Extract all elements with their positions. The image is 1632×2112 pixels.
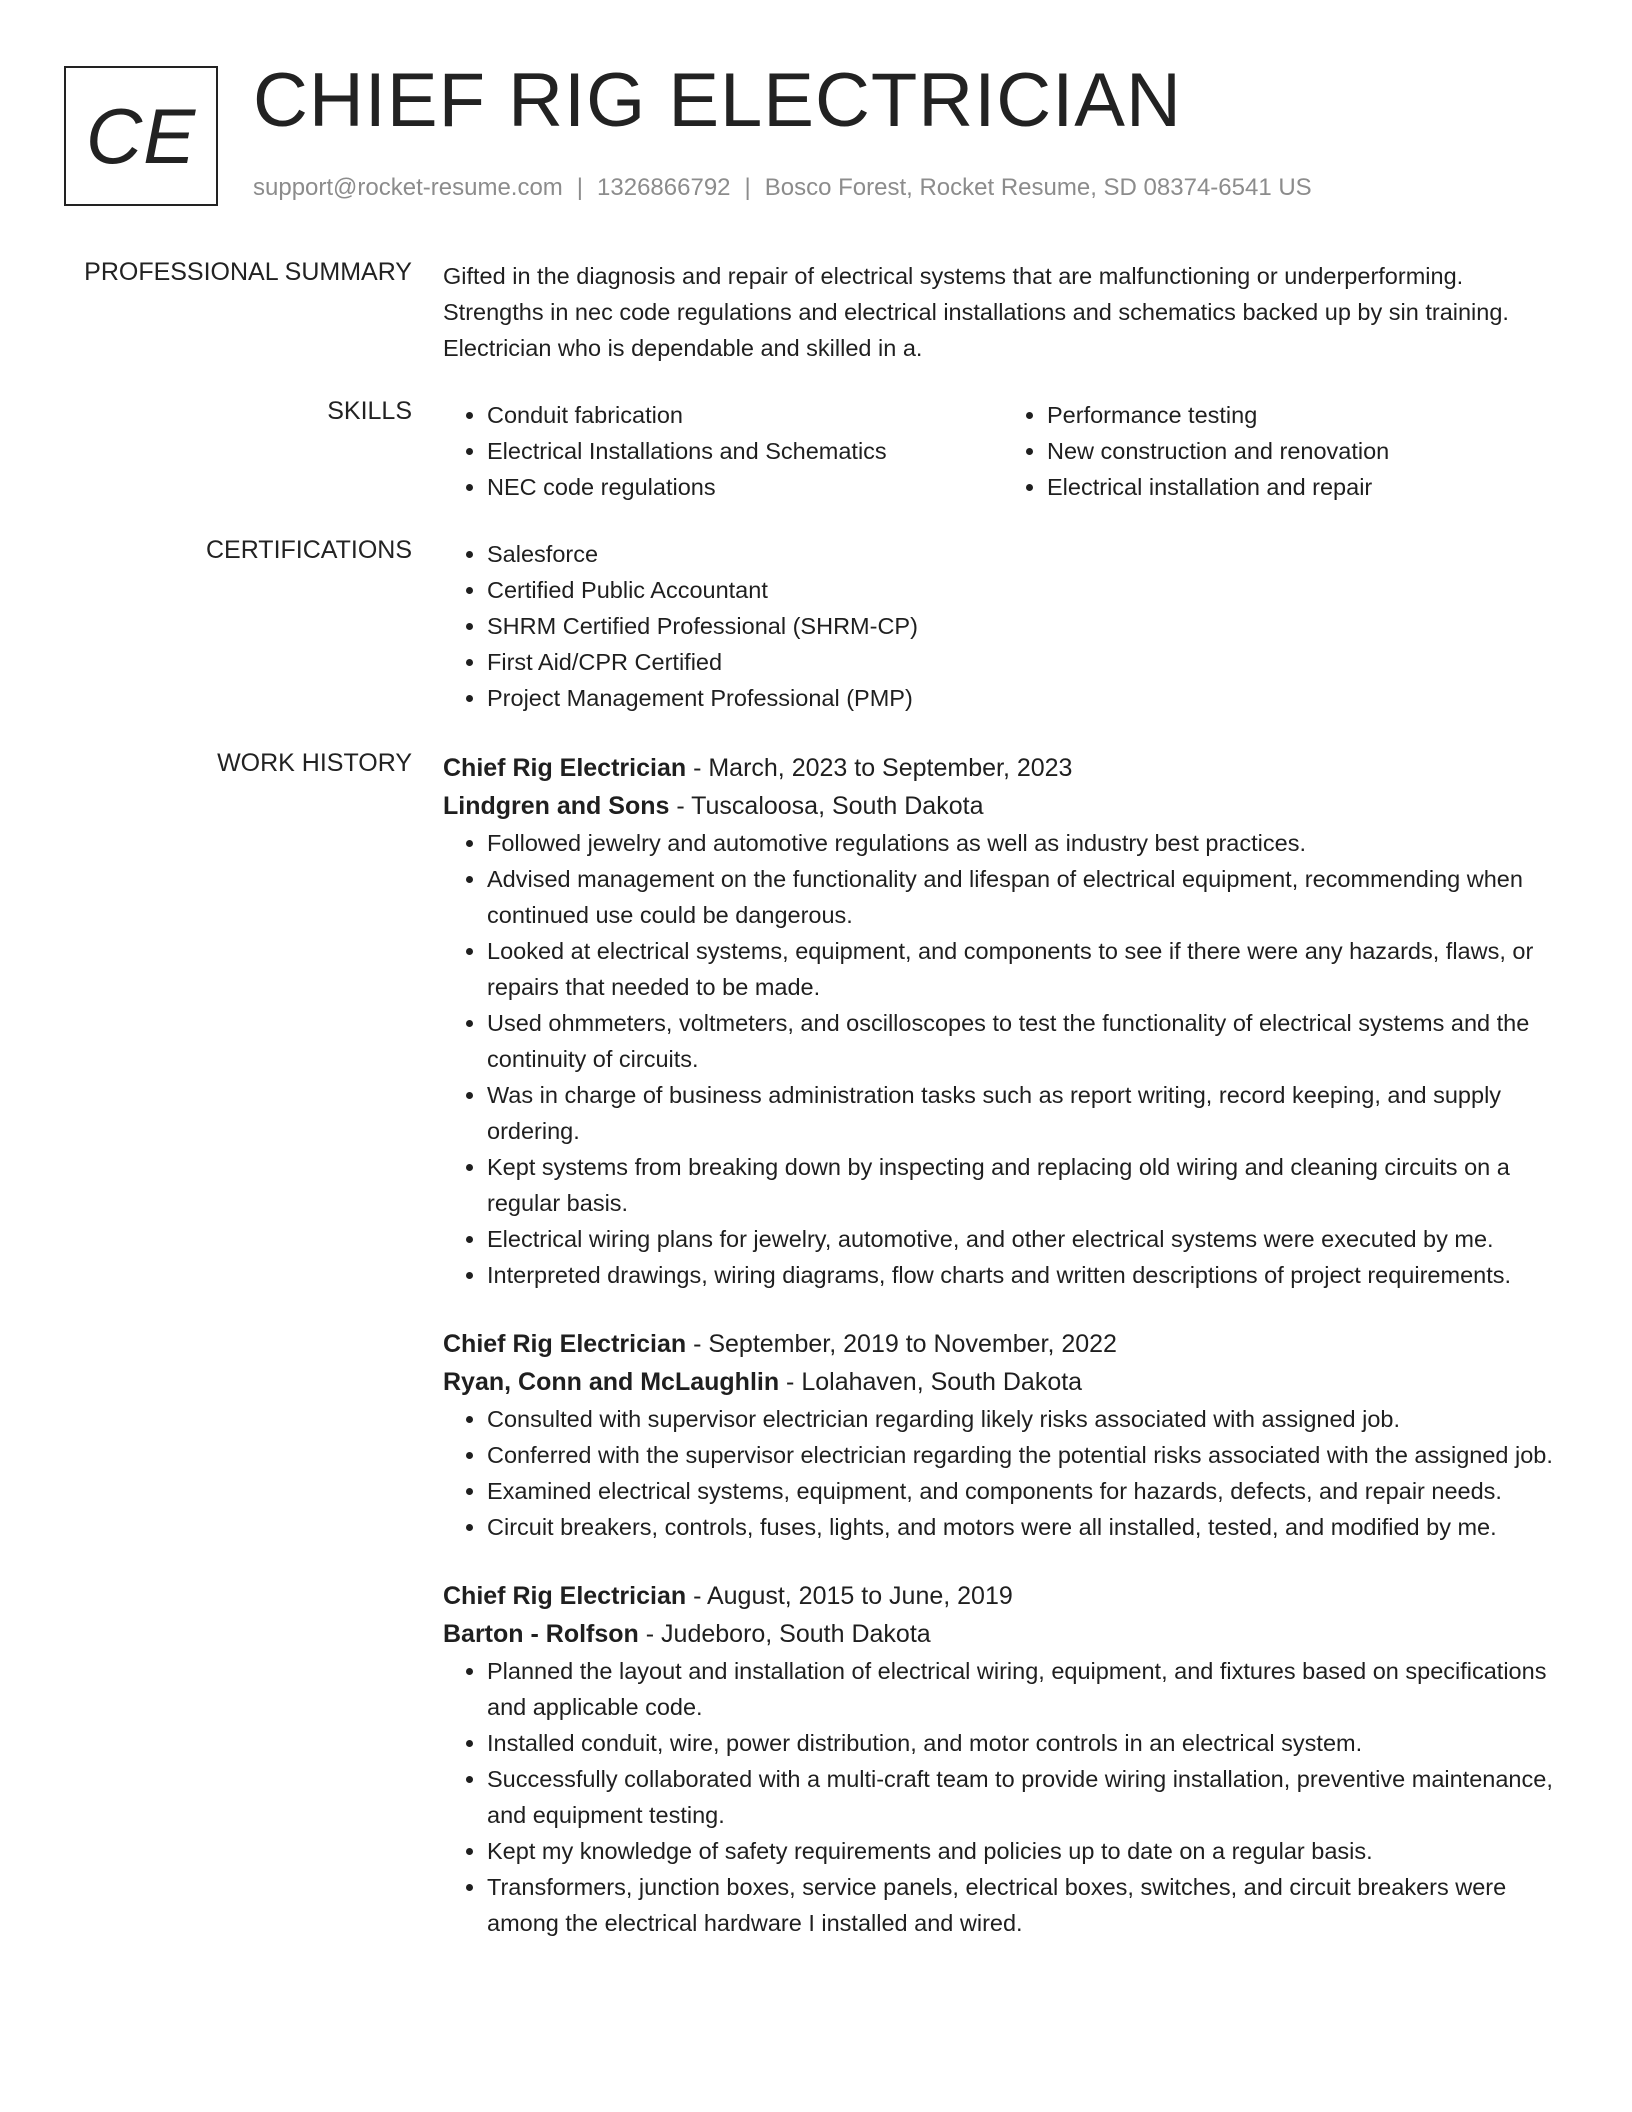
contact-separator: | bbox=[744, 174, 751, 201]
section-heading: CERTIFICATIONS bbox=[205, 536, 412, 564]
duty-item: • Installed conduit, wire, power distribution, and motor controls in an electrical system. bbox=[487, 1725, 1563, 1761]
job-duties bbox=[443, 1401, 1563, 1545]
job-entry bbox=[443, 749, 1563, 1293]
section-heading: PROFESSIONAL SUMMARY bbox=[84, 258, 412, 286]
job-title: Chief Rig Electrician bbox=[443, 1582, 687, 1610]
duty-item: • Followed jewelry and automotive regulations as well as industry best practices. bbox=[487, 825, 1563, 861]
skills-list-left bbox=[443, 397, 1003, 505]
skill-item: • New construction and renovation bbox=[1047, 433, 1563, 469]
contact-address: Bosco Forest, Rocket Resume, SD 08374-6541 US bbox=[764, 174, 1312, 201]
job-title: Chief Rig Electrician bbox=[443, 1330, 687, 1358]
job-entry bbox=[443, 1325, 1563, 1545]
duty-item: • Was in charge of business administration tasks such as report writing, record keeping, and supply ordering. bbox=[487, 1077, 1563, 1149]
duty-item: • Conferred with the supervisor electrician regarding the potential risks associated with the assigned job. bbox=[487, 1437, 1563, 1473]
skill-item: • NEC code regulations bbox=[487, 469, 1003, 505]
job-location: - Lolahaven, South Dakota bbox=[779, 1368, 1083, 1396]
duty-item: • Interpreted drawings, wiring diagrams, flow charts and written descriptions of project requirements. bbox=[487, 1257, 1563, 1293]
skills-list-right bbox=[1003, 397, 1563, 505]
skill-item: • Electrical installation and repair bbox=[1047, 469, 1563, 505]
job-entry bbox=[443, 1577, 1563, 1941]
job-dates: - August, 2015 to June, 2019 bbox=[686, 1582, 1013, 1610]
summary-text: Gifted in the diagnosis and repair of electrical systems that are malfunctioning or underperforming. Strengths in nec code regulations and electrical installations and schematics backed up by sin training. Electrician who is dependable and skilled in a. bbox=[443, 263, 1509, 361]
duty-item: • Used ohmmeters, voltmeters, and oscilloscopes to test the functionality of electrical systems and the continuity of circuits. bbox=[487, 1005, 1563, 1077]
job-company: Lindgren and Sons bbox=[443, 792, 670, 820]
contact-separator: | bbox=[576, 174, 584, 201]
contact-phone: 1326866792 bbox=[597, 174, 731, 201]
certifications-list bbox=[443, 536, 1563, 716]
job-duties bbox=[443, 825, 1563, 1293]
certification-item: • First Aid/CPR Certified bbox=[487, 644, 1563, 680]
duty-item: • Examined electrical systems, equipment, and components for hazards, defects, and repair needs. bbox=[487, 1473, 1563, 1509]
skill-item: • Performance testing bbox=[1047, 397, 1563, 433]
skill-item: • Electrical Installations and Schematics bbox=[487, 433, 1003, 469]
contact-line bbox=[253, 174, 1312, 202]
resume-name: CHIEF RIG ELECTRICIAN bbox=[253, 58, 1182, 143]
duty-item: • Advised management on the functionality and lifespan of electrical equipment, recommending when continued use could be dangerous. bbox=[487, 861, 1563, 933]
job-duties bbox=[443, 1653, 1563, 1941]
contact-email: support@rocket-resume.com bbox=[253, 174, 563, 201]
monogram-badge bbox=[64, 66, 218, 206]
certification-item: • Certified Public Accountant bbox=[487, 572, 1563, 608]
monogram-initials: CE bbox=[85, 91, 197, 180]
job-location: - Tuscaloosa, South Dakota bbox=[669, 792, 984, 820]
job-location: - Judeboro, South Dakota bbox=[638, 1620, 931, 1648]
job-title: Chief Rig Electrician bbox=[443, 754, 687, 782]
certification-item: • SHRM Certified Professional (SHRM-CP) bbox=[487, 608, 1563, 644]
duty-item: • Kept systems from breaking down by inspecting and replacing old wiring and cleaning circuits on a regular basis. bbox=[487, 1149, 1563, 1221]
job-company: Barton - Rolfson bbox=[443, 1620, 639, 1648]
certification-item: • Project Management Professional (PMP) bbox=[487, 680, 1563, 716]
duty-item: • Planned the layout and installation of electrical wiring, equipment, and fixtures based on specifications and applicable code. bbox=[487, 1653, 1563, 1725]
duty-item: • Consulted with supervisor electrician regarding likely risks associated with assigned job. bbox=[487, 1401, 1563, 1437]
duty-item: • Successfully collaborated with a multi-craft team to provide wiring installation, preventive maintenance, and equipment testing. bbox=[487, 1761, 1563, 1833]
skill-item: • Conduit fabrication bbox=[487, 397, 1003, 433]
duty-item: • Electrical wiring plans for jewelry, automotive, and other electrical systems were executed by me. bbox=[487, 1221, 1563, 1257]
job-dates: - March, 2023 to September, 2023 bbox=[686, 754, 1073, 782]
duty-item: • Looked at electrical systems, equipment, and components to see if there were any hazards, flaws, or repairs that needed to be made. bbox=[487, 933, 1563, 1005]
job-dates: - September, 2019 to November, 2022 bbox=[686, 1330, 1117, 1358]
section-heading: SKILLS bbox=[327, 397, 412, 425]
certification-item: • Salesforce bbox=[487, 536, 1563, 572]
duty-item: • Transformers, junction boxes, service panels, electrical boxes, switches, and circuit breakers were among the electrical hardware I installed and wired. bbox=[487, 1869, 1563, 1941]
section-heading: WORK HISTORY bbox=[217, 749, 412, 777]
duty-item: • Kept my knowledge of safety requirements and policies up to date on a regular basis. bbox=[487, 1833, 1563, 1869]
duty-item: • Circuit breakers, controls, fuses, lights, and motors were all installed, tested, and modified by me. bbox=[487, 1509, 1563, 1545]
job-company: Ryan, Conn and McLaughlin bbox=[443, 1368, 780, 1396]
